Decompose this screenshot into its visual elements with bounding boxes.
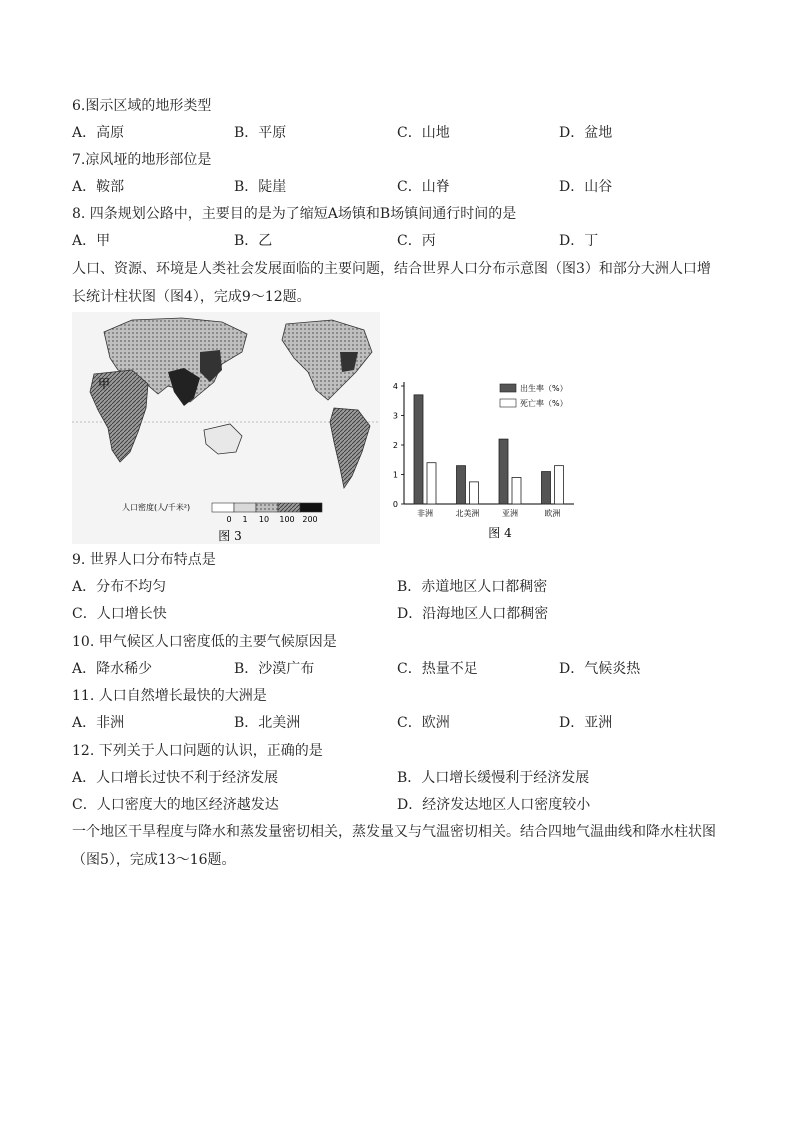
region-jia-label: 甲 [98, 377, 111, 391]
question-9-stem: 9. 世界人口分布特点是 [72, 552, 216, 568]
q8-option-a: A．甲 [72, 233, 111, 249]
q11-option-b: B．北美洲 [234, 715, 301, 731]
intro-paragraph-line-2: 长统计柱状图（图4），完成9～12题。 [72, 289, 311, 305]
question-12-stem: 12. 下列关于人口问题的认识，正确的是 [72, 743, 323, 759]
q7-option-b: B．陡崖 [234, 179, 287, 195]
q9-option-b: B．赤道地区人口都稠密 [397, 579, 548, 595]
intro-paragraph-line-1: 人口、资源、环境是人类社会发展面临的主要问题，结合世界人口分布示意图（图3）和部分大洲人口增 [72, 261, 711, 277]
bar-death-rate-1 [470, 482, 479, 504]
bar-death-rate-2 [512, 477, 521, 504]
q9-option-c: C．人口增长快 [72, 606, 167, 622]
q8-option-d: D．丁 [559, 233, 599, 249]
x-category-label: 北美洲 [455, 509, 480, 518]
chart-labels [417, 508, 561, 518]
question-6-stem: 6.图示区域的地形类型 [72, 98, 212, 114]
q11-option-a: A．非洲 [72, 715, 125, 731]
figure-3-caption: 图 3 [218, 529, 242, 543]
q10-option-b: B．沙漠广布 [234, 661, 315, 677]
legend-tick-200: 200 [302, 515, 318, 524]
q6-option-b: B．平原 [234, 125, 287, 141]
legend-tick-0: 0 [226, 515, 232, 524]
chart-legend [500, 383, 568, 408]
legend-swatch-death-rate [500, 399, 516, 407]
question-7-stem: 7.凉风垭的地形部位是 [72, 152, 212, 168]
world-population-map [72, 312, 380, 544]
legend-tick-1: 1 [242, 515, 248, 524]
y-tick-label: 3 [392, 411, 398, 421]
y-tick-label: 4 [392, 382, 398, 391]
q8-option-b: B．乙 [234, 233, 273, 249]
q8-option-c: C．丙 [397, 233, 436, 249]
x-category-label: 非洲 [417, 509, 433, 518]
bar-death-rate-3 [555, 466, 564, 504]
q7-option-a: A．鞍部 [72, 179, 125, 195]
q9-option-a: A．分布不均匀 [72, 579, 167, 595]
legend-swatch-birth-rate [500, 384, 516, 392]
q7-option-d: D．山谷 [559, 179, 613, 195]
legend-label-birth-rate: 出生率（%） [520, 384, 568, 393]
q12-option-d: D．经济发达地区人口密度较小 [397, 797, 591, 813]
bar-birth-rate-3 [542, 472, 551, 504]
bar-birth-rate-1 [457, 466, 466, 504]
question-10-stem: 10. 甲气候区人口密度低的主要气候原因是 [72, 634, 337, 650]
legend-tick-100: 100 [279, 515, 295, 524]
density-legend-title: 人口密度(人/千米²) [122, 503, 191, 512]
question-8-stem: 8. 四条规划公路中，主要目的是为了缩短A场镇和B场镇间通行时间的是 [72, 206, 517, 222]
bar-birth-rate-2 [499, 439, 508, 504]
bar-death-rate-0 [427, 463, 436, 504]
q11-option-c: C．欧洲 [397, 715, 450, 731]
q6-option-d: D．盆地 [559, 125, 613, 141]
chart-bars [414, 395, 564, 504]
population-growth-bar-chart [382, 372, 582, 542]
q6-option-a: A．高原 [72, 125, 125, 141]
question-11-stem: 11. 人口自然增长最快的大洲是 [72, 688, 267, 704]
q11-option-d: D．亚洲 [559, 715, 613, 731]
legend-tick-10: 10 [258, 515, 270, 524]
legend-label-death-rate: 死亡率（%） [520, 399, 568, 408]
q9-option-d: D．沿海地区人口都稠密 [397, 606, 549, 622]
x-category-label: 欧洲 [544, 509, 561, 518]
y-tick-label: 2 [392, 441, 398, 450]
bar-birth-rate-0 [414, 395, 423, 504]
q10-option-c: C．热量不足 [397, 661, 478, 677]
figure-4-caption: 图 4 [488, 526, 512, 540]
density-legend-swatches [212, 503, 322, 512]
intro-paragraph-2: 一个地区干旱程度与降水和蒸发量密切相关，蒸发量又与气温密切相关。结合四地气温曲线和降水柱状图（图5），完成13～16题。 [72, 824, 716, 868]
q12-option-c: C．人口密度大的地区经济越发达 [72, 797, 279, 813]
x-category-label: 亚洲 [502, 509, 518, 518]
y-tick-label: 0 [392, 500, 398, 509]
q10-option-d: D．气候炎热 [559, 661, 641, 677]
q7-option-c: C．山脊 [397, 179, 450, 195]
q12-option-b: B．人口增长缓慢利于经济发展 [397, 770, 590, 786]
q6-option-c: C．山地 [397, 125, 450, 141]
y-tick-label: 1 [392, 470, 398, 480]
q10-option-a: A．降水稀少 [72, 661, 153, 677]
q12-option-a: A．人口增长过快不利于经济发展 [72, 770, 279, 786]
